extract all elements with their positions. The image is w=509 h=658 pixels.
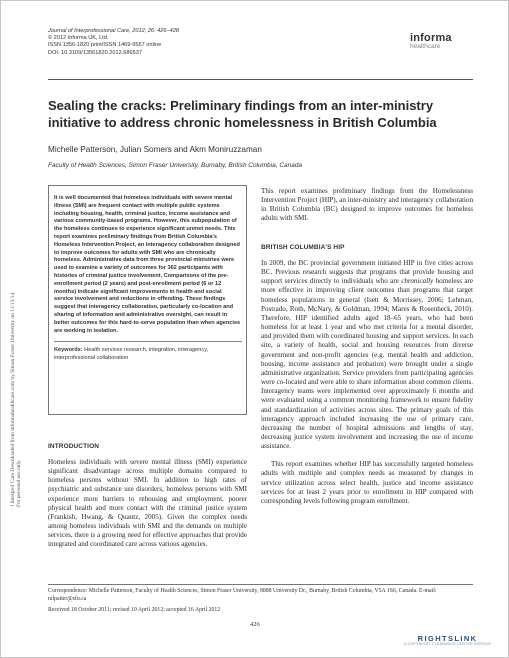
abstract-text: It is well documented that homeless individuals with severe mental illness (SMI) are frequent contact with multiple public systems including housing, health, criminal justice, income assistance and various community-based programs. However, this subpopulation of the homeless continues to experience significant unmet needs. This report examines preliminary findings from British Columbia's Homeless Intervention Project, an interagency collaboration designed to improve outcomes for adults with SMI who are chronically homeless. Administrative data from three provincial ministries were used to examine a variety of outcomes for 362 participants with histories of criminal justice involvement. Comparisons of the pre-enrollment period (2 years) and post-enrollment period (6 or 12 months) indicate significant improvements in health and social service involvement and reductions in offending. These findings suggest that interagency collaboration, particularly co-location and sharing of information and administrative oversight, can result in better outcomes for this hard-to-serve population than when agencies are working in isolation.	[54, 195, 241, 334]
hip-p1-italic: chronically	[401, 277, 434, 286]
article-title: Sealing the cracks: Preliminary findings from an inter-ministry initiative to address chronic homelessness in British Columbia	[48, 98, 437, 130]
hip-paragraph-1	[261, 259, 473, 451]
rightslink-title: RIGHTSLINK	[417, 634, 478, 643]
keywords-text: Health services research, integration, interagency, interprofessional collaboration	[54, 347, 209, 362]
abstract-box	[48, 185, 247, 415]
publisher-subname: healthcare	[410, 43, 441, 50]
right-intro-column	[261, 187, 473, 224]
rightslink-logo	[404, 634, 491, 646]
article-authors: Michelle Patterson, Julian Somers and Akm Moniruzzaman	[48, 145, 262, 154]
introduction-heading: INTRODUCTION	[48, 443, 100, 450]
hip-column	[261, 259, 473, 506]
copyright-line: © 2012 Informa UK, Ltd.	[48, 35, 109, 42]
hip-paragraph-2: This report examines whether HIP has successfully targeted homeless adults with multiple and complex needs as measured by changes in service utilization across select health, justice and income assistance services for at least 2 years prior to enrollment in HIP compared with corresponding levels following program enrollment.	[261, 460, 473, 505]
correspondence-note: Correspondence: Michelle Patterson, Faculty of Health Sciences, Simon Fraser University, 8888 University Dr., Burnaby, British Columbia, V5A 1S6, Canada. E-mail: mlpatter@sfu.ca	[48, 588, 437, 602]
rightslink-subtitle: A COPYRIGHT CLEARANCE CENTER SERVICE	[404, 642, 492, 646]
hip-heading: BRITISH COLUMBIA'S HIP	[261, 244, 345, 251]
download-side-note	[7, 197, 35, 507]
footnote-rule	[48, 584, 473, 585]
footnote	[48, 588, 473, 615]
keywords-label: Keywords:	[54, 347, 83, 354]
side-note-line-2: For personal use only.	[16, 459, 23, 507]
article-affiliation: Faculty of Health Sciences, Simon Fraser University, Burnaby, British Columbia, Canada	[48, 162, 303, 169]
publisher-logo	[410, 32, 452, 50]
hip-p1-before: In 2009, the BC provincial government initiated HIP in five cities across BC. Previous research suggests that programs that provide housing and support services directly to individuals who are	[261, 259, 473, 286]
received-dates: Received 18 October 2011; revised 10 April 2012; accepted 16 April 2012	[48, 606, 221, 613]
right-intro-paragraph: This report examines preliminary findings from the Homelessness Intervention Project (HIP), an inter-ministry and interagency collaboration in British Columbia (BC) designed to improve outcomes for homeless adults with SMI.	[261, 187, 473, 223]
keywords	[54, 341, 242, 363]
doi-line: DOI: 10.3109/13561820.2012.686537	[48, 49, 142, 56]
publisher-name: informa	[410, 32, 452, 44]
introduction-paragraph: Homeless individuals with severe mental illness (SMI) experience significant disadvantage across multiple domains compared to homeless persons without SMI. In addition to high rates of psychiatric and substance use disorders, homeless persons with SMI experience more barriers to rehousing and employment, poorer physical health and more contact with the criminal justice system (Frankish, Hwang, & Quantz, 2005). Given the complex needs among homeless individuals with SMI and the demands on multiple services, there is a growing need for effective approaches that provide integrated and coordinated care across various agencies.	[48, 458, 247, 549]
hip-p1-after: homeless are more effective in improving client outcomes than programs that target homeless populations in general (Isett & Morrissey, 2006; Lehman, Postrado, Roth, McNary, & Goldman, 1994; Mares & Rosenheck, 2010). Therefore, HIP identified adults aged 18–65 years, who had been homeless for at least 1 year and who met criteria for a mental disorder, and provided them with coordinated housing and support services. In each site, a variety of health, social and housing resources from diverse government and non-profit agencies (e.g. mental health and addiction, housing, income assistance and probation) were brought under a single administrative organization. Service providers from participating agencies were co-located and were able to share information about common clients. Interagency teams were implemented over approximately 6 months and were evaluated using a common monitoring framework to ensure fidelity and standardization of activities across sites. The primary goals of this interagency approach included increasing the use of primary care, decreasing the number of hospital admissions and lengths of stay, decreasing justice system involvement and increasing the use of income assistance.	[261, 277, 473, 451]
journal-citation: Journal of Interprofessional Care, 2012; 26: 426–428	[48, 28, 179, 34]
introduction-column	[48, 458, 247, 550]
header-rule	[48, 79, 473, 80]
journal-metadata	[48, 28, 179, 57]
issn-line: ISSN 1356-1820 print/ISSN 1469-9567 online	[48, 42, 162, 49]
side-note-line-1: J Interprof Care Downloaded from informahealthcare.com by Simon Fraser University on 11/13/14	[10, 292, 16, 507]
page-number: 426	[250, 621, 260, 628]
